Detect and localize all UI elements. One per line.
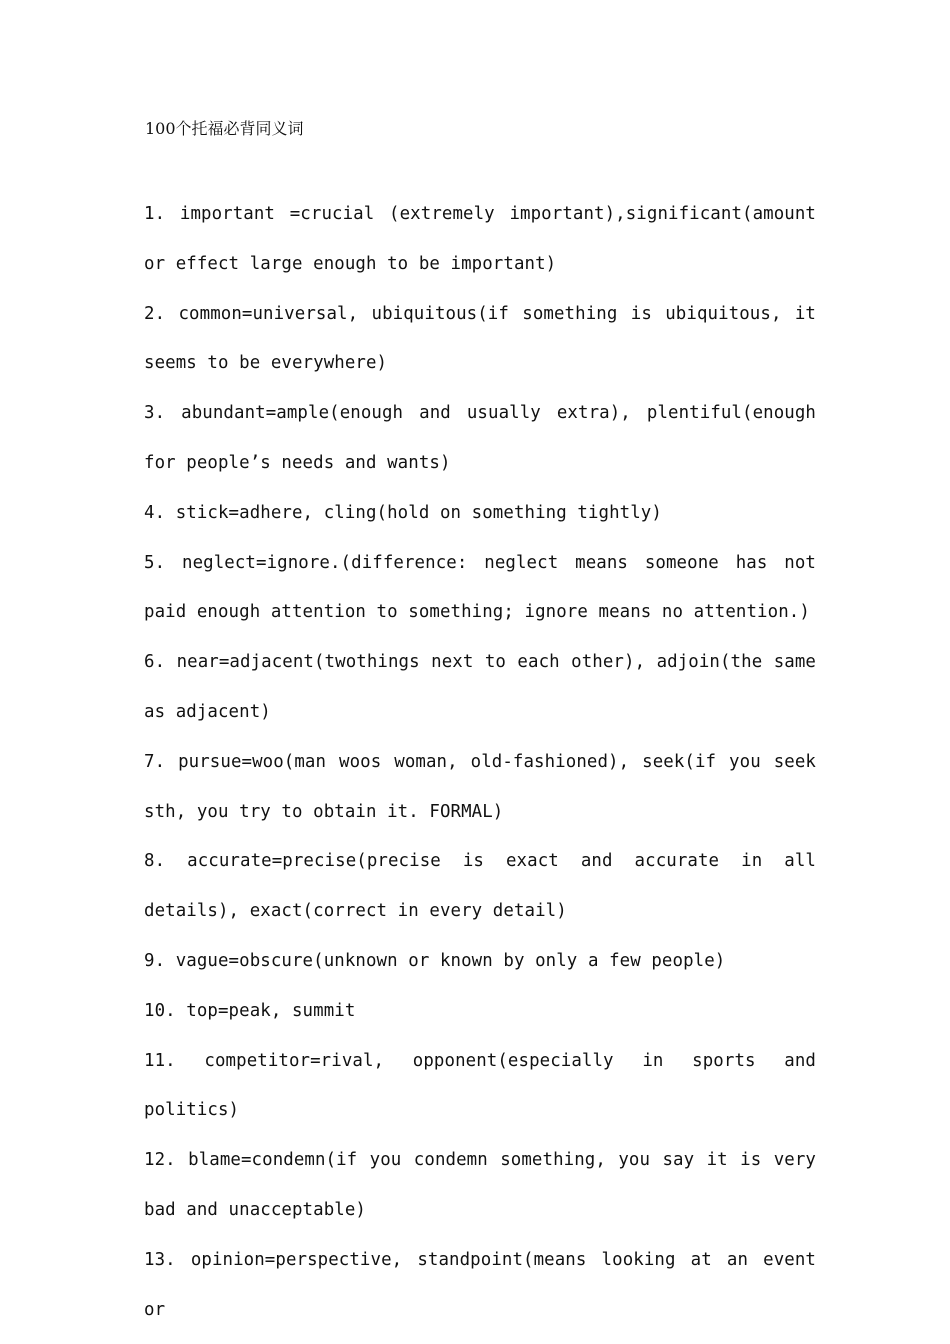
synonym-entry: 9. vague=obscure(unknown or known by only a few people)	[144, 950, 726, 971]
synonym-entry: 11. competitor=rival, opponent(especially in sports and politics)	[144, 1050, 816, 1121]
synonym-entry: 5. neglect=ignore.(difference: neglect means someone has not paid enough attention to something; ignore means no attention.)	[144, 552, 816, 623]
synonym-entry: 4. stick=adhere, cling(hold on something tightly)	[144, 502, 662, 523]
synonym-entry: 2. common=universal, ubiquitous(if something is ubiquitous, it seems to be everywhere)	[144, 303, 816, 374]
synonym-entry: 12. blame=condemn(if you condemn something, you say it is very bad and unacceptable)	[144, 1150, 816, 1220]
synonym-entry: 13. opinion=perspective, standpoint(means looking at an event or	[144, 1249, 816, 1320]
synonym-entry: 6. near=adjacent(twothings next to each other), adjoin(the same as adjacent)	[144, 652, 816, 722]
synonym-entry: 7. pursue=woo(man woos woman, old-fashioned), seek(if you seek sth, you try to obtain it. FORMAL)	[144, 751, 816, 822]
synonym-entry: 3. abundant=ample(enough and usually extra), plentiful(enough for people’s needs and wants)	[144, 403, 816, 473]
document-title: 100个托福必背同义词	[145, 119, 304, 138]
synonym-entry: 8. accurate=precise(precise is exact and accurate in all details), exact(correct in every detail)	[144, 851, 816, 922]
synonym-list	[144, 190, 816, 1335]
synonym-entry: 10. top=peak, summit	[144, 1000, 356, 1021]
synonym-entry: 1. important =crucial (extremely important),significant(amount or effect large enough to be important)	[144, 204, 816, 274]
